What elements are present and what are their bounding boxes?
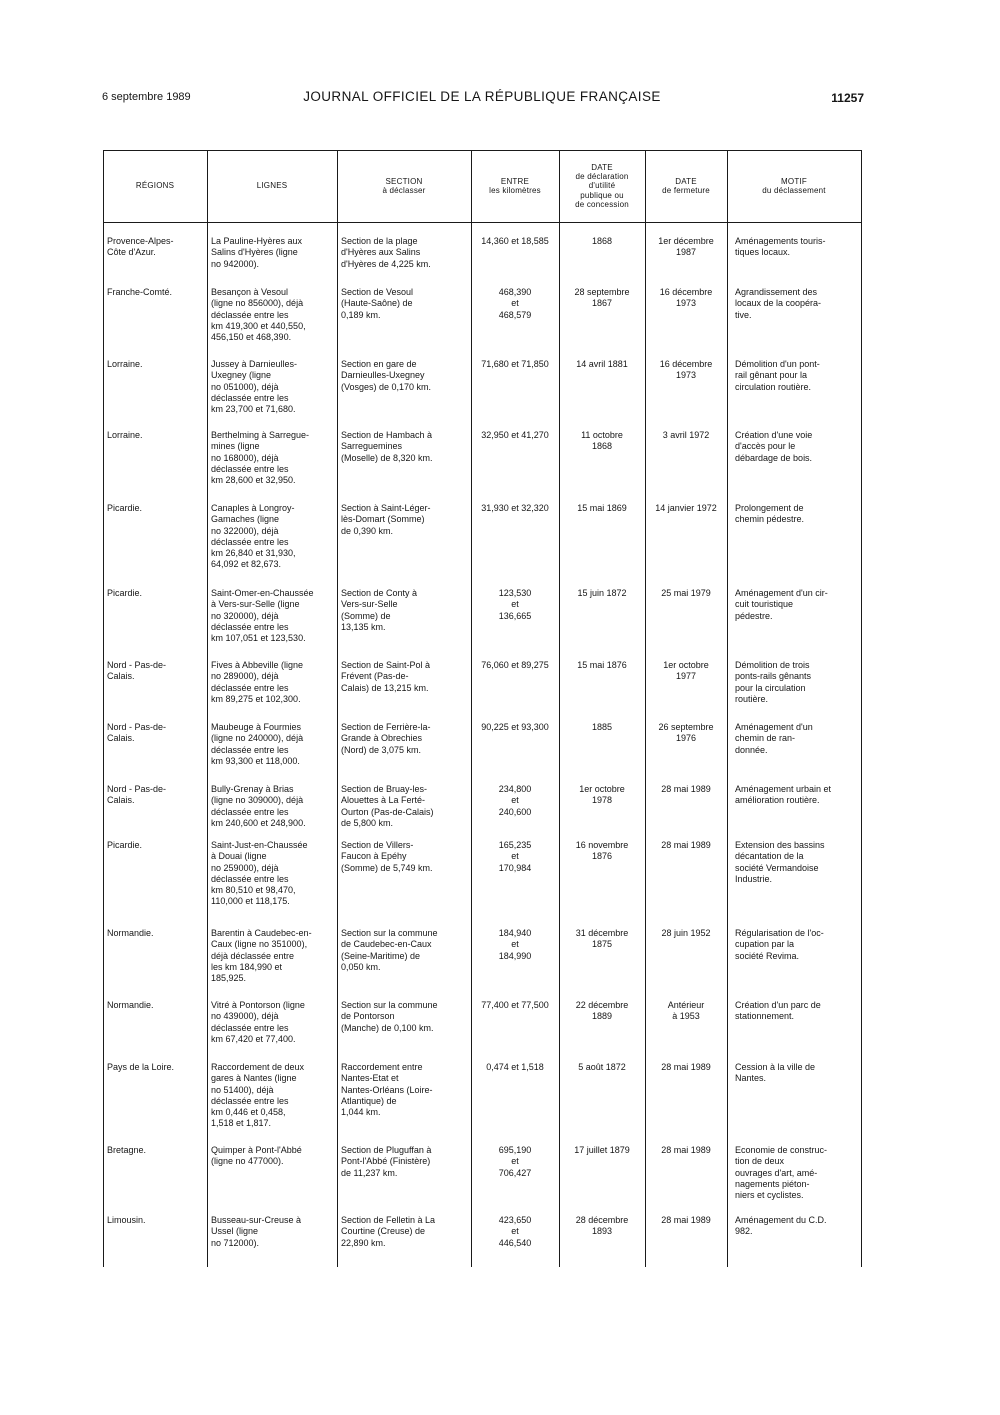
cell-ligne: Bully-Grenay à Brias (ligne no 309000), déjà déclassée entre les km 240,600 et 248,900. [211, 784, 306, 828]
cell-date-fermeture: 14 janvier 1972 [655, 503, 717, 513]
cell-region: Nord - Pas-de- Calais. [107, 722, 167, 744]
cell-section: Section de Felletin à La Courtine (Creuse) de 22,890 km. [341, 1215, 436, 1248]
cell-kilometres: 71,680 et 71,850 [481, 359, 549, 369]
cell-region: Provence-Alpes- Côte d'Azur. [107, 236, 174, 258]
cell-ligne: Jussey à Darnieulles- Uxegney (ligne no 051000), déjà déclassée entre les km 23,700 et 71,680. [211, 359, 298, 415]
cell-section: Section de la plage d'Hyères aux Salins d'Hyères de 4,225 km. [341, 236, 431, 269]
cell-kilometres: 423,650 et 446,540 [498, 1215, 532, 1248]
declassification-table [103, 150, 862, 1267]
cell-motif: Aménagements touris- tiques locaux. [735, 236, 826, 258]
cell-motif: Aménagement d'un chemin de ran- donnée. [735, 722, 813, 755]
cell-date-declaration: 28 septembre 1867 [574, 287, 630, 309]
column-header-section: SECTION à déclasser [382, 176, 426, 195]
cell-motif: Création d'un parc de stationnement. [735, 1000, 821, 1022]
cell-ligne: Busseau-sur-Creuse à Ussel (ligne no 712000). [211, 1215, 302, 1248]
cell-kilometres: 165,235 et 170,984 [498, 840, 532, 873]
cell-ligne: Berthelming à Sarregue- mines (ligne no 168000), déjà déclassée entre les km 28,600 et 32,950. [211, 430, 310, 486]
cell-region: Franche-Comté. [107, 287, 173, 297]
cell-date-declaration: 11 octobre 1868 [581, 430, 623, 452]
cell-motif: Démolition d'un pont- rail gênant pour la circulation routière. [735, 359, 820, 392]
cell-region: Normandie. [107, 928, 154, 938]
cell-date-declaration: 15 mai 1869 [577, 503, 627, 513]
cell-region: Nord - Pas-de- Calais. [107, 660, 167, 682]
cell-region: Picardie. [107, 503, 143, 513]
cell-kilometres: 123,530 et 136,665 [498, 588, 532, 621]
cell-ligne: La Pauline-Hyères aux Salins d'Hyères (ligne no 942000). [211, 236, 303, 269]
column-divider [337, 150, 338, 1267]
cell-date-declaration: 5 août 1872 [578, 1062, 626, 1072]
header-divider [103, 222, 862, 223]
cell-date-fermeture: 1er octobre 1977 [663, 660, 709, 682]
cell-region: Bretagne. [107, 1145, 147, 1155]
cell-section: Section à Saint-Léger- lès-Domart (Somme) de 0,390 km. [341, 503, 431, 536]
column-divider [645, 150, 646, 1267]
cell-date-declaration: 16 novembre 1876 [575, 840, 629, 862]
cell-date-declaration: 22 décembre 1889 [575, 1000, 629, 1022]
cell-section: Section de Vesoul (Haute-Saône) de 0,189 km. [341, 287, 414, 320]
column-divider [559, 150, 560, 1267]
cell-kilometres: 90,225 et 93,300 [481, 722, 549, 732]
cell-section: Section de Conty à Vers-sur-Selle (Somme) de 13,135 km. [341, 588, 418, 632]
cell-section: Section de Bruay-les- Alouettes à La Ferté- Ourton (Pas-de-Calais) de 5,800 km. [341, 784, 434, 828]
cell-kilometres: 184,940 et 184,990 [498, 928, 532, 961]
cell-kilometres: 32,950 et 41,270 [481, 430, 549, 440]
cell-region: Picardie. [107, 588, 143, 598]
cell-date-declaration: 1868 [591, 236, 613, 246]
journal-title: JOURNAL OFFICIEL DE LA RÉPUBLIQUE FRANÇAISE [303, 89, 661, 104]
cell-motif: Création d'une voie d'accès pour le débardage de bois. [735, 430, 813, 463]
column-header-motif: MOTIF du déclassement [762, 176, 826, 195]
cell-date-fermeture: 28 mai 1989 [661, 784, 711, 794]
cell-motif: Cession à la ville de Nantes. [735, 1062, 816, 1084]
cell-date-fermeture: 1er décembre 1987 [658, 236, 714, 258]
cell-date-declaration: 1er octobre 1978 [579, 784, 625, 806]
cell-kilometres: 0,474 et 1,518 [486, 1062, 544, 1072]
cell-region: Picardie. [107, 840, 143, 850]
cell-motif: Démolition de trois ponts-rails gênants pour la circulation routière. [735, 660, 812, 704]
cell-date-declaration: 14 avril 1881 [576, 359, 628, 369]
cell-date-declaration: 28 décembre 1893 [575, 1215, 629, 1237]
cell-date-fermeture: 28 mai 1989 [661, 1215, 711, 1225]
cell-kilometres: 695,190 et 706,427 [498, 1145, 532, 1178]
cell-kilometres: 77,400 et 77,500 [481, 1000, 549, 1010]
cell-ligne: Raccordement de deux gares à Nantes (ligne no 51400), déjà déclassée entre les km 0,446 et 0,458, 1,518 et 1,817. [211, 1062, 305, 1129]
cell-region: Pays de la Loire. [107, 1062, 175, 1072]
cell-section: Section sur la commune de Caudebec-en-Caux (Seine-Maritime) de 0,050 km. [341, 928, 438, 972]
cell-date-fermeture: 28 juin 1952 [661, 928, 711, 938]
cell-date-fermeture: Antérieur à 1953 [667, 1000, 705, 1022]
cell-kilometres: 14,360 et 18,585 [481, 236, 549, 246]
cell-kilometres: 468,390 et 468,579 [498, 287, 532, 320]
cell-date-fermeture: 25 mai 1979 [661, 588, 711, 598]
column-divider [727, 150, 728, 1267]
cell-region: Nord - Pas-de- Calais. [107, 784, 167, 806]
cell-section: Section de Pluguffan à Pont-l'Abbé (Finistère) de 11,237 km. [341, 1145, 432, 1178]
column-header-regions: RÉGIONS [135, 181, 175, 191]
cell-ligne: Fives à Abbeville (ligne no 289000), déjà déclassée entre les km 89,275 et 102,300. [211, 660, 304, 704]
cell-ligne: Barentin à Caudebec-en- Caux (ligne no 351000), déjà déclassée entre les km 184,990 et 185,925. [211, 928, 312, 984]
cell-date-declaration: 15 mai 1876 [577, 660, 627, 670]
cell-ligne: Quimper à Pont-l'Abbé (ligne no 477000). [211, 1145, 302, 1167]
cell-section: Section de Ferrière-la- Grande à Obrechies (Nord) de 3,075 km. [341, 722, 431, 755]
cell-date-fermeture: 28 mai 1989 [661, 1062, 711, 1072]
cell-region: Lorraine. [107, 359, 143, 369]
cell-region: Limousin. [107, 1215, 146, 1225]
cell-motif: Extension des bassins décantation de la société Vermandoise Industrie. [735, 840, 825, 884]
column-header-lignes: LIGNES [256, 181, 288, 191]
column-header-date-declaration: DATE de déclaration d'utilité publique ou de concession [575, 163, 629, 209]
cell-ligne: Saint-Just-en-Chaussée à Douai (ligne no 259000), déjà déclassée entre les km 80,510 et 98,470, 110,000 et 118,175. [211, 840, 308, 907]
cell-motif: Régularisation de l'oc- cupation par la société Revima. [735, 928, 824, 961]
cell-date-fermeture: 26 septembre 1976 [658, 722, 714, 744]
cell-date-declaration: 31 décembre 1875 [575, 928, 629, 950]
cell-section: Raccordement entre Nantes-Etat et Nantes-Orléans (Loire- Atlantique) de 1,044 km. [341, 1062, 433, 1118]
cell-date-fermeture: 28 mai 1989 [661, 840, 711, 850]
cell-date-declaration: 17 juillet 1879 [574, 1145, 630, 1155]
cell-date-declaration: 15 juin 1872 [577, 588, 627, 598]
cell-motif: Agrandissement des locaux de la coopéra- tive. [735, 287, 822, 320]
column-header-date-fermeture: DATE de fermeture [662, 176, 710, 195]
cell-ligne: Canaples à Longroy- Gamaches (ligne no 322000), déjà déclassée entre les km 26,840 et 31,930, 64,092 et 82,673. [211, 503, 296, 570]
table-border-left [103, 150, 104, 1267]
cell-motif: Aménagement d'un cir- cuit touristique pédestre. [735, 588, 828, 621]
cell-kilometres: 234,800 et 240,600 [498, 784, 532, 817]
cell-region: Normandie. [107, 1000, 154, 1010]
table-border-right [861, 150, 862, 1267]
cell-section: Section sur la commune de Pontorson (Manche) de 0,100 km. [341, 1000, 438, 1033]
column-divider [207, 150, 208, 1267]
cell-motif: Economie de construc- tion de deux ouvrages d'art, amé- nagements piéton- niers et cyclistes. [735, 1145, 828, 1201]
cell-section: Section de Villers- Faucon à Epéhy (Somme) de 5,749 km. [341, 840, 433, 873]
cell-date-fermeture: 16 décembre 1973 [659, 287, 713, 309]
page-number: 11257 [831, 91, 864, 105]
cell-motif: Aménagement urbain et amélioration routière. [735, 784, 832, 806]
cell-date-fermeture: 16 décembre 1973 [659, 359, 713, 381]
cell-kilometres: 76,060 et 89,275 [481, 660, 549, 670]
cell-ligne: Vitré à Pontorson (ligne no 439000), déjà déclassée entre les km 67,420 et 77,400. [211, 1000, 305, 1044]
cell-kilometres: 31,930 et 32,320 [481, 503, 549, 513]
cell-section: Section de Saint-Pol à Frévent (Pas-de- Calais) de 13,215 km. [341, 660, 431, 693]
cell-section: Section en gare de Darnieulles-Uxegney (Vosges) de 0,170 km. [341, 359, 432, 392]
cell-date-fermeture: 28 mai 1989 [661, 1145, 711, 1155]
cell-motif: Prolongement de chemin pédestre. [735, 503, 805, 525]
column-header-entre: ENTRE les kilomètres [489, 176, 541, 195]
page-header [0, 0, 1000, 140]
cell-region: Lorraine. [107, 430, 143, 440]
cell-date-fermeture: 3 avril 1972 [662, 430, 710, 440]
cell-motif: Aménagement du C.D. 982. [735, 1215, 827, 1237]
cell-ligne: Saint-Omer-en-Chaussée à Vers-sur-Selle (ligne no 320000), déjà déclassée entre les km 107,051 et 123,530. [211, 588, 314, 644]
issue-date: 6 septembre 1989 [102, 91, 191, 103]
cell-ligne: Maubeuge à Fourmies (ligne no 240000), déjà déclassée entre les km 93,300 et 118,000. [211, 722, 304, 766]
cell-section: Section de Hambach à Sarreguemines (Moselle) de 8,320 km. [341, 430, 433, 463]
cell-ligne: Besançon à Vesoul (ligne no 856000), déjà déclassée entre les km 419,300 et 440,550, 456,150 et 468,390. [211, 287, 306, 343]
cell-date-declaration: 1885 [591, 722, 613, 732]
